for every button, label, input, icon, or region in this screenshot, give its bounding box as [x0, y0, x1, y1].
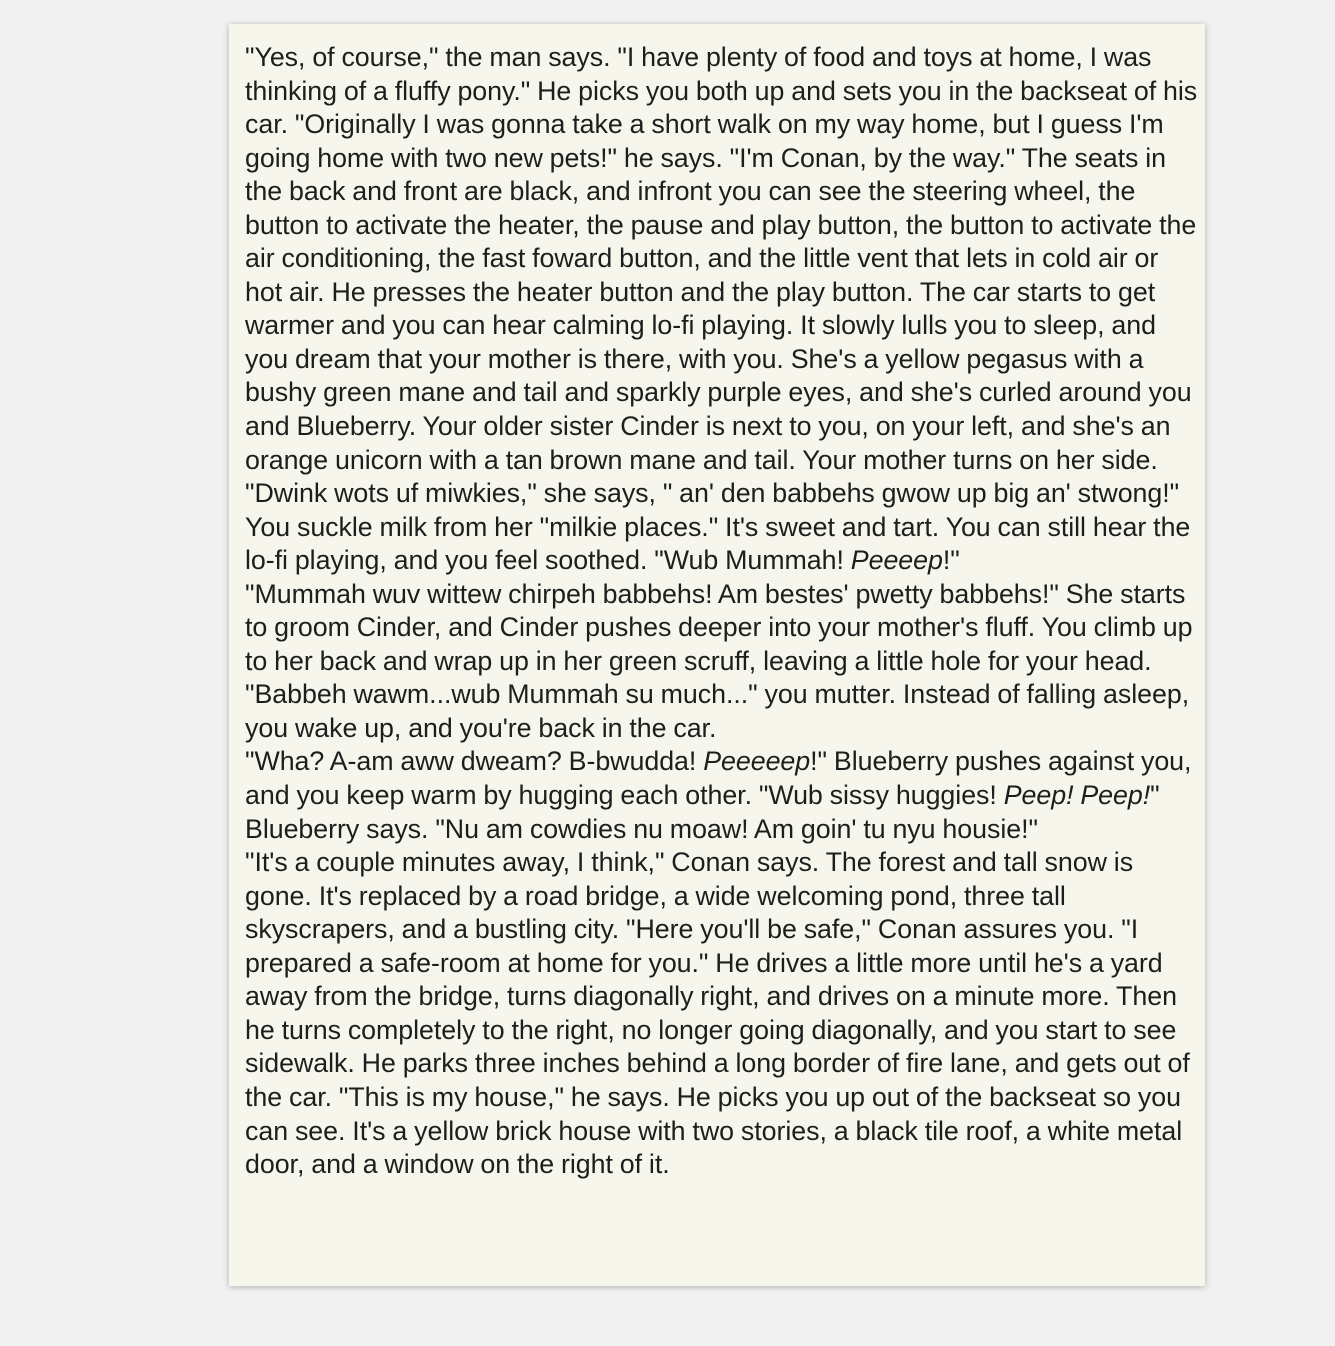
italic-segment: Peep! Peep! — [1003, 780, 1151, 811]
story-paragraph-3 — [245, 745, 1199, 846]
text-segment: "Mummah wuv wittew chirpeh babbehs! Am bestes' pwetty babbehs!" She starts to groom Cinder, and Cinder pushes deeper into your mother's fluff. You climb up to her back and wrap up in her green scruff, leaving a little hole for your head. "Babbeh wawm...wub Mummah su much..." you mutter. Instead of falling asleep, you wake up, and you're back in the car. — [245, 578, 1193, 743]
text-segment: "It's a couple minutes away, I think," Conan says. The forest and tall snow is gone. It's replaced by a road bridge, a wide welcoming pond, three tall skyscrapers, and a bustling city. "Here you'll be safe," Conan assures you. "I prepared a safe-room at home for you." He drives a little more until he's a yard away from the bridge, turns diagonally right, and drives on a minute more. Then he turns completely to the right, no longer going diagonally, and you start to see sidewalk. He parks three inches behind a long border of fire lane, and gets out of the car. "This is my house," he says. He picks you up out of the backseat so you can see. It's a yellow brick house with two stories, a black tile roof, a white metal door, and a window on the right of it. — [245, 847, 1190, 1180]
text-segment: !" — [942, 545, 960, 576]
story-page — [229, 24, 1205, 1286]
story-paragraph-2 — [245, 578, 1199, 746]
text-segment: !" Blueberry pushes against you, and you keep warm by hugging each other. "Wub sissy huggies! — [245, 746, 1192, 811]
text-segment: " Blueberry says. "Nu am cowdies nu moaw! Am goin' tu nyu housie!" — [245, 780, 1160, 844]
text-segment: "Wha? A-am aww dweam? B-bwudda! — [245, 746, 704, 777]
story-text — [245, 41, 1199, 1182]
italic-segment: Peeeep — [850, 545, 943, 576]
text-segment: "Yes, of course," the man says. "I have plenty of food and toys at home, I was thinking of a fluffy pony." He picks you both up and sets you in the backseat of his car. "Originally I was gonna take a short walk on my way home, but I guess I'm going home with two new pets!" he says. "I'm Conan, by the way." The seats in the back and front are black, and infront you can see the steering wheel, the button to activate the heater, the pause and play button, the button to activate the air conditioning, the fast foward button, and the little vent that lets in cold air or hot air. He presses the heater button and the play button. The car starts to get warmer and you can hear calming lo-fi playing. It slowly lulls you to sleep, and you dream that your mother is there, with you. She's a yellow pegasus with a bushy green mane and tail and sparkly purple eyes, and she's curled around you and Blueberry. Your older sister Cinder is next to you, on your left, and she's an orange unicorn with a tan brown mane and tail. Your mother turns on her side. "Dwink wots uf miwkies," she says, " an' den babbehs gwow up big an' stwong!" You suckle milk from her "milkie places." It's sweet and tart. You can still hear the lo-fi playing, and you feel soothed. "Wub Mummah! — [245, 42, 1198, 576]
italic-segment: Peeeeep — [703, 746, 811, 777]
story-paragraph-4 — [245, 846, 1199, 1181]
story-paragraph-1 — [245, 41, 1199, 578]
